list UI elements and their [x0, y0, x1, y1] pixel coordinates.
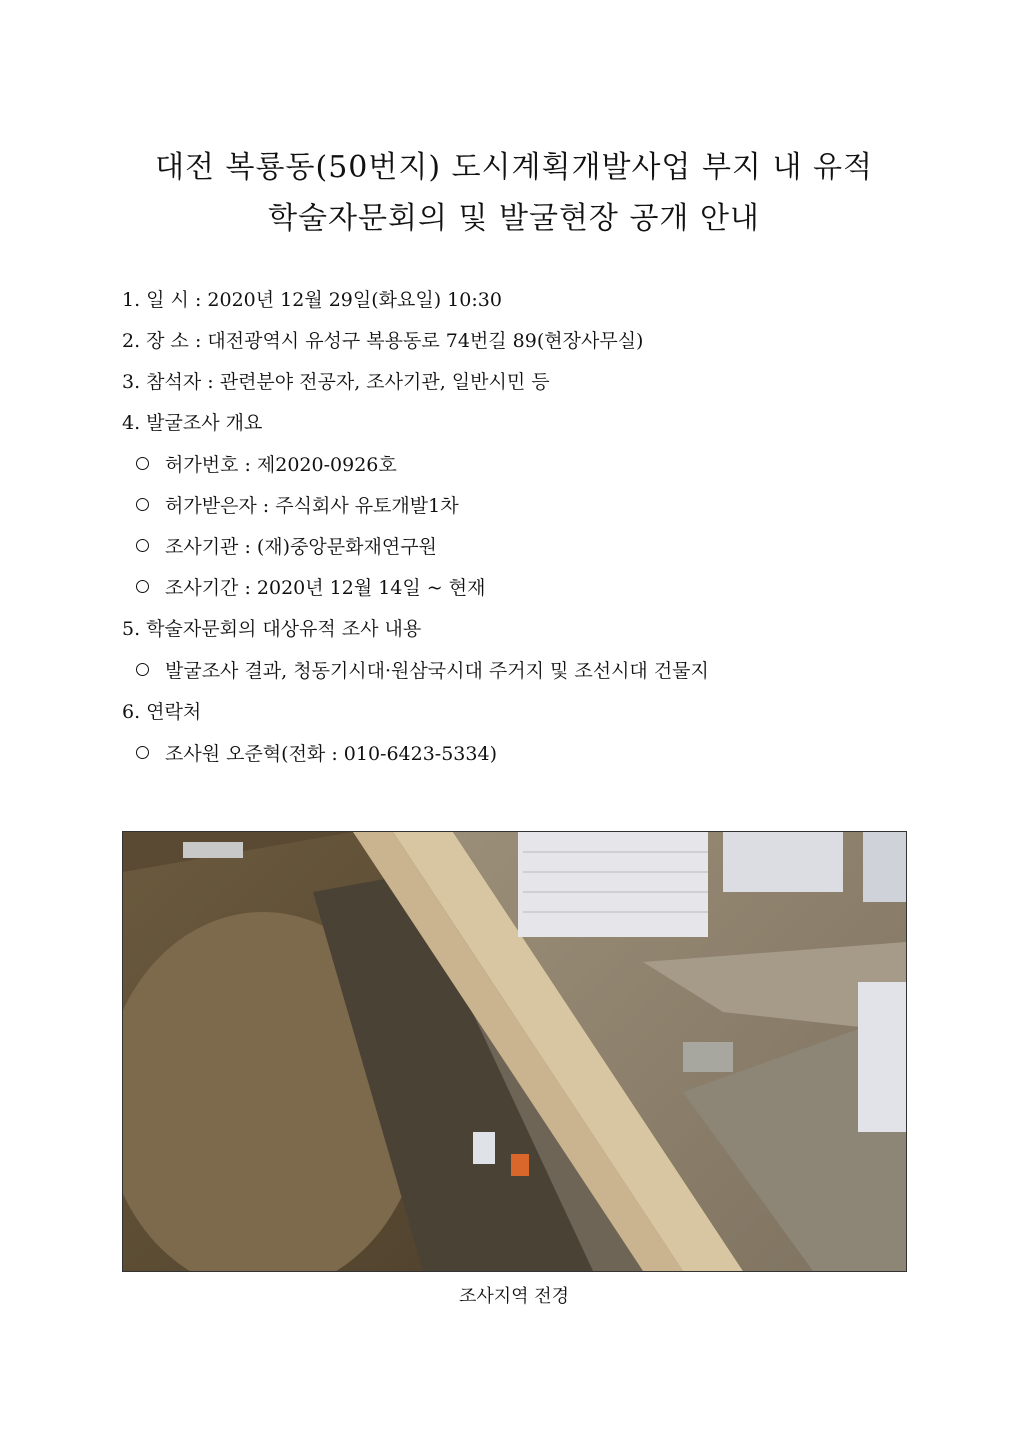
- sub-item-text: 허가번호 : 제2020-0926호: [165, 454, 397, 476]
- sub-item-period: [136, 573, 485, 600]
- item-date: 1. 일 시 : 2020년 12월 29일(화요일) 10:30: [122, 289, 502, 311]
- item-place: 2. 장 소 : 대전광역시 유성구 복용동로 74번길 89(현장사무실): [122, 330, 644, 352]
- circle-bullet-icon: [136, 539, 149, 552]
- item-overview-heading: 4. 발굴조사 개요: [122, 412, 263, 434]
- sub-item-permit-number: [136, 450, 397, 477]
- photo-caption: 조사지역 전경: [458, 1286, 570, 1307]
- sub-item-institution: [136, 532, 437, 559]
- sub-item-text: 허가받은자 : 주식회사 유토개발1차: [165, 495, 459, 517]
- circle-bullet-icon: [136, 746, 149, 759]
- document-title-line-1: 대전 복룡동(50번지) 도시계획개발사업 부지 내 유적: [155, 150, 873, 185]
- circle-bullet-icon: [136, 457, 149, 470]
- sub-item-text: 조사기관 : (재)중앙문화재연구원: [165, 536, 437, 558]
- item-content-heading: 5. 학술자문회의 대상유적 조사 내용: [122, 618, 422, 640]
- sub-item-results: [136, 656, 709, 683]
- sub-item-text: 발굴조사 결과, 청동기시대·원삼국시대 주거지 및 조선시대 건물지: [165, 660, 709, 682]
- sub-item-permit-holder: [136, 491, 459, 518]
- sub-item-text: 조사기간 : 2020년 12월 14일 ~ 현재: [165, 577, 486, 599]
- circle-bullet-icon: [136, 580, 149, 593]
- site-aerial-photo: [122, 831, 907, 1272]
- circle-bullet-icon: [136, 663, 149, 676]
- circle-bullet-icon: [136, 498, 149, 511]
- item-contact-heading: 6. 연락처: [122, 701, 202, 723]
- item-attendees: 3. 참석자 : 관련분야 전공자, 조사기관, 일반시민 등: [122, 371, 550, 393]
- sub-item-contact: [136, 739, 497, 766]
- aerial-photo-illustration: [123, 832, 906, 1271]
- document-title-line-2: 학술자문회의 및 발굴현장 공개 안내: [268, 201, 760, 236]
- sub-item-text: 조사원 오준혁(전화 : 010-6423-5334): [165, 743, 497, 765]
